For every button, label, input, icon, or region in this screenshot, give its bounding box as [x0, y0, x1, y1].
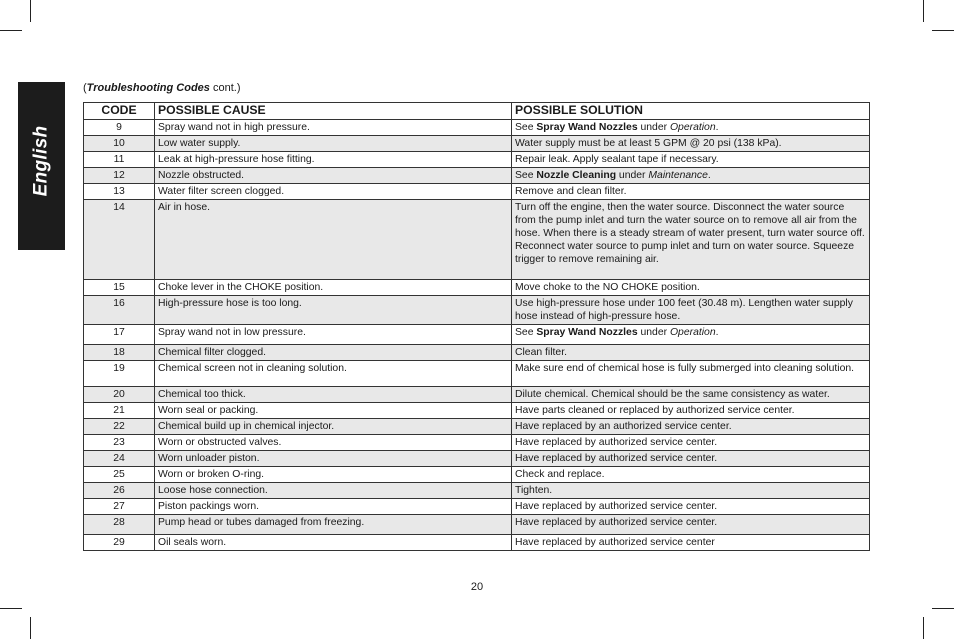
- solution-text: See: [515, 327, 537, 338]
- solution-text: Have replaced by authorized service center.: [515, 437, 718, 448]
- table-caption: (Troubleshooting Codes cont.): [83, 82, 241, 94]
- cell-code: 21: [84, 403, 155, 419]
- cell-possible-solution: [512, 483, 870, 499]
- cell-possible-cause: Low water supply.: [155, 136, 512, 152]
- cell-code: 28: [84, 515, 155, 535]
- cell-possible-cause: Worn or obstructed valves.: [155, 435, 512, 451]
- cell-possible-solution: [512, 535, 870, 551]
- solution-text: See: [515, 122, 537, 133]
- table-row: [84, 184, 870, 200]
- solution-text: Make sure end of chemical hose is fully submerged into cleaning solution.: [515, 363, 855, 374]
- solution-text: Dilute chemical. Chemical should be the same consistency as water.: [515, 389, 830, 400]
- cell-possible-cause: Pump head or tubes damaged from freezing.: [155, 515, 512, 535]
- crop-mark: [0, 30, 22, 31]
- solution-text: See: [515, 170, 537, 181]
- table-row: [84, 515, 870, 535]
- table-row: [84, 419, 870, 435]
- solution-text: Spray Wand Nozzles: [536, 327, 638, 338]
- cell-possible-cause: Nozzle obstructed.: [155, 168, 512, 184]
- cell-possible-solution: [512, 168, 870, 184]
- cell-possible-solution: [512, 136, 870, 152]
- solution-text: Operation: [669, 122, 716, 133]
- table-row: [84, 168, 870, 184]
- table-row: [84, 483, 870, 499]
- crop-mark: [932, 608, 954, 609]
- cell-possible-cause: Loose hose connection.: [155, 483, 512, 499]
- cell-code: 20: [84, 387, 155, 403]
- table-row: [84, 345, 870, 361]
- cell-code: 17: [84, 325, 155, 345]
- solution-text: Tighten.: [515, 485, 553, 496]
- cell-possible-solution: [512, 200, 870, 280]
- crop-mark: [923, 0, 924, 22]
- table-row: [84, 451, 870, 467]
- solution-text: Move choke to the NO CHOKE position.: [515, 282, 700, 293]
- solution-text: Remove and clean filter.: [515, 186, 627, 197]
- cell-code: 15: [84, 280, 155, 296]
- solution-text: Have replaced by an authorized service center.: [515, 421, 732, 432]
- cell-possible-cause: Worn unloader piston.: [155, 451, 512, 467]
- header-possible-solution: POSSIBLE SOLUTION: [512, 103, 870, 120]
- cell-code: 16: [84, 296, 155, 325]
- cell-possible-solution: [512, 120, 870, 136]
- crop-mark: [30, 0, 31, 22]
- table-row: [84, 499, 870, 515]
- cell-code: 14: [84, 200, 155, 280]
- cell-possible-solution: [512, 387, 870, 403]
- crop-mark: [0, 608, 22, 609]
- table-row: [84, 152, 870, 168]
- solution-text: under: [616, 170, 649, 181]
- cell-possible-solution: [512, 361, 870, 387]
- table-header-row: [84, 103, 870, 120]
- table-row: [84, 136, 870, 152]
- crop-mark: [30, 617, 31, 639]
- table-row: [84, 387, 870, 403]
- cell-possible-solution: [512, 499, 870, 515]
- cell-code: 11: [84, 152, 155, 168]
- solution-text: Clean filter.: [515, 347, 567, 358]
- solution-text: Water supply must be at least 5 GPM @ 20 psi (138 kPa).: [515, 138, 782, 149]
- cell-possible-solution: [512, 515, 870, 535]
- cell-possible-cause: Chemical too thick.: [155, 387, 512, 403]
- table-row: [84, 535, 870, 551]
- table-row: [84, 467, 870, 483]
- table-row: [84, 325, 870, 345]
- table-row: [84, 435, 870, 451]
- solution-text: Check and replace.: [515, 469, 605, 480]
- cell-possible-solution: [512, 325, 870, 345]
- cell-code: 9: [84, 120, 155, 136]
- solution-text: Spray Wand Nozzles: [536, 122, 638, 133]
- cell-code: 12: [84, 168, 155, 184]
- cell-possible-cause: Chemical filter clogged.: [155, 345, 512, 361]
- table-body: [84, 120, 870, 551]
- solution-text: Have replaced by authorized service center.: [515, 453, 718, 464]
- solution-text: Operation: [669, 327, 716, 338]
- table-row: [84, 200, 870, 280]
- cell-possible-solution: [512, 345, 870, 361]
- cell-possible-cause: Leak at high-pressure hose fitting.: [155, 152, 512, 168]
- troubleshooting-table: [83, 102, 870, 551]
- cell-possible-solution: [512, 184, 870, 200]
- cell-code: 13: [84, 184, 155, 200]
- page-number: 20: [470, 581, 484, 593]
- cell-possible-cause: Air in hose.: [155, 200, 512, 280]
- cell-possible-cause: Choke lever in the CHOKE position.: [155, 280, 512, 296]
- cell-possible-cause: Worn seal or packing.: [155, 403, 512, 419]
- cell-possible-cause: Worn or broken O-ring.: [155, 467, 512, 483]
- solution-text: Nozzle Cleaning: [536, 170, 617, 181]
- cell-possible-cause: Water filter screen clogged.: [155, 184, 512, 200]
- cell-possible-cause: Oil seals worn.: [155, 535, 512, 551]
- cell-code: 27: [84, 499, 155, 515]
- solution-text: .: [707, 170, 711, 181]
- cell-possible-solution: [512, 435, 870, 451]
- table-row: [84, 403, 870, 419]
- solution-text: Have replaced by authorized service center: [515, 537, 715, 548]
- solution-text: Have parts cleaned or replaced by authorized service center.: [515, 405, 795, 416]
- cell-possible-cause: Chemical build up in chemical injector.: [155, 419, 512, 435]
- cell-code: 24: [84, 451, 155, 467]
- cell-possible-solution: [512, 403, 870, 419]
- solution-text: Repair leak. Apply sealant tape if necessary.: [515, 154, 719, 165]
- solution-text: under: [637, 327, 670, 338]
- cell-code: 26: [84, 483, 155, 499]
- solution-text: under: [637, 122, 670, 133]
- table-row: [84, 296, 870, 325]
- cell-possible-solution: [512, 296, 870, 325]
- solution-text: Use high-pressure hose under 100 feet (30.48 m). Lengthen water supply hose instead of high-pressure hose.: [515, 298, 853, 322]
- solution-text: Maintenance: [648, 170, 708, 181]
- solution-text: Have replaced by authorized service center.: [515, 501, 718, 512]
- solution-text: .: [715, 327, 719, 338]
- solution-text: Have replaced by authorized service center.: [515, 517, 718, 528]
- cell-possible-cause: Piston packings worn.: [155, 499, 512, 515]
- cell-code: 19: [84, 361, 155, 387]
- cell-code: 23: [84, 435, 155, 451]
- table-row: [84, 361, 870, 387]
- cell-code: 18: [84, 345, 155, 361]
- language-tab-label: [23, 125, 59, 197]
- header-possible-cause: POSSIBLE CAUSE: [155, 103, 512, 120]
- header-code: CODE: [84, 103, 155, 120]
- cell-possible-cause: Chemical screen not in cleaning solution.: [155, 361, 512, 387]
- language-tab-text: English: [30, 125, 51, 197]
- cell-possible-solution: [512, 419, 870, 435]
- crop-mark: [923, 617, 924, 639]
- table-row: [84, 280, 870, 296]
- cell-possible-solution: [512, 280, 870, 296]
- table-row: [84, 120, 870, 136]
- cell-code: 25: [84, 467, 155, 483]
- cell-code: 10: [84, 136, 155, 152]
- cell-possible-solution: [512, 152, 870, 168]
- cell-possible-solution: [512, 451, 870, 467]
- cell-possible-cause: Spray wand not in high pressure.: [155, 120, 512, 136]
- solution-text: Turn off the engine, then the water source. Disconnect the water source from the pump inlet and turn the water source on to remove all air from the hose. When there is a steady stream of water present, turn water source off. Reconnect water source to pump inlet and turn on water source. Squeeze trigger to remove remaining air.: [515, 202, 865, 265]
- crop-mark: [932, 30, 954, 31]
- cell-code: 29: [84, 535, 155, 551]
- cell-possible-solution: [512, 467, 870, 483]
- cell-code: 22: [84, 419, 155, 435]
- cell-possible-cause: Spray wand not in low pressure.: [155, 325, 512, 345]
- solution-text: .: [715, 122, 719, 133]
- cell-possible-cause: High-pressure hose is too long.: [155, 296, 512, 325]
- caption-title: Troubleshooting Codes: [86, 82, 210, 94]
